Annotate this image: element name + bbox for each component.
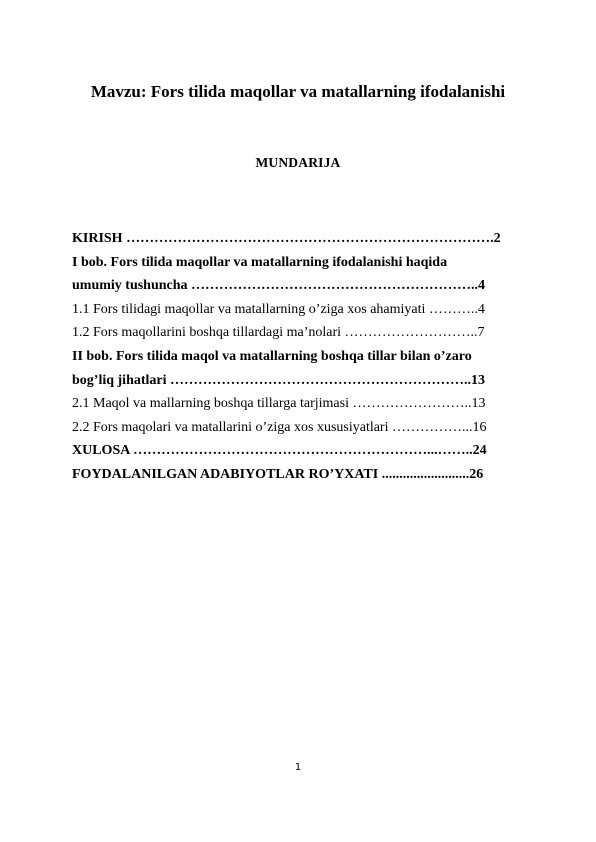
toc-entry-section-2-1: 2.1 Maqol va mallarning boshqa tillarga tarjimasi ……………………..13 — [72, 396, 486, 412]
toc-entry-bibliography: FOYDALANILGAN ADABIYOTLAR RO’YXATI .........................26 — [72, 466, 484, 482]
toc-entry-section-1-2: 1.2 Fors maqollarini boshqa tillardagi ma’nolari ………………………..7 — [72, 325, 485, 341]
toc-entry-section-2-2: 2.2 Fors maqolari va matallarini o’ziga xos xususiyatlari ……………...16 — [72, 419, 487, 435]
document-topic-heading: Mavzu: Fors tilida maqollar va matallarning ifodalanishi — [90, 82, 506, 101]
toc-entry-chapter-1-line-2: umumiy tushuncha ……………………………………………………..4 — [72, 278, 486, 294]
toc-entry-xulosa: XULOSA ………………………………………………………...……..24 — [72, 443, 487, 459]
toc-entry-chapter-1-line-1: I bob. Fors tilida maqollar va matallarning ifodalanishi haqida — [72, 254, 448, 270]
page-number: 1 — [294, 762, 302, 773]
table-of-contents-title: MUNDARIJA — [255, 155, 341, 170]
toc-entry-section-1-1: 1.1 Fors tilidagi maqollar va matallarning o’ziga xos ahamiyati ………..4 — [72, 301, 485, 317]
toc-entry-kirish: KIRISH …………………………………………………………………….2 — [72, 231, 501, 246]
toc-entry-chapter-2-line-2: bog’liq jihatlari ………………………………………………………..13 — [72, 372, 486, 388]
toc-entry-chapter-2-line-1: II bob. Fors tilida maqol va matallarning boshqa tillar bilan o’zaro — [72, 348, 472, 364]
table-of-contents — [72, 229, 547, 489]
